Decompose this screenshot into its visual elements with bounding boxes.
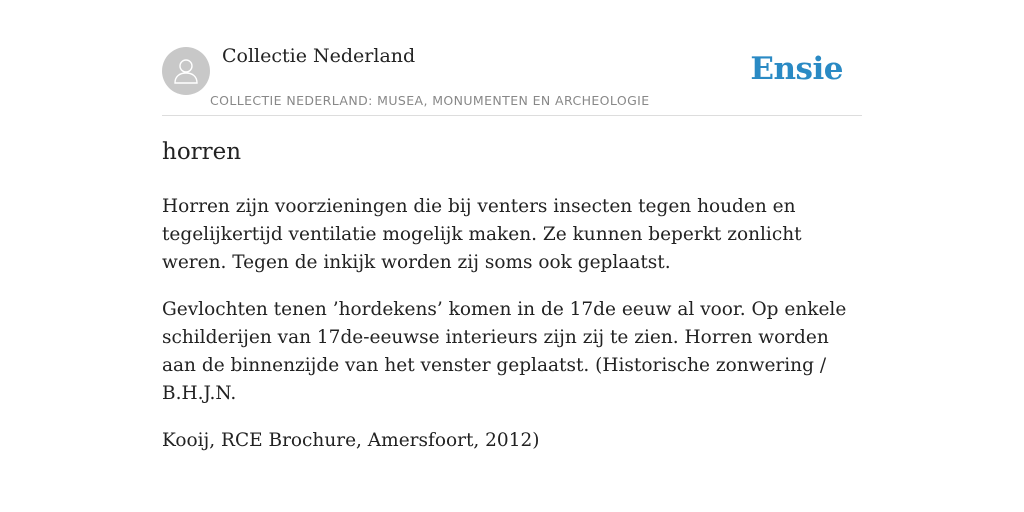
entry-header [162, 0, 862, 116]
entry-paragraph: Horren zijn voorzieningen die bij venters insecten tegen houden en tegelijkertijd ventilatie mogelijk maken. Ze kunnen beperkt zonlicht weren. Tegen de inkijk worden zij soms ook geplaatst. [162, 196, 802, 273]
source-label[interactable]: COLLECTIE NEDERLAND: MUSEA, MONUMENTEN EN ARCHEOLOGIE [210, 93, 650, 108]
entry-body [162, 193, 862, 474]
entry-container [162, 0, 862, 451]
author-name[interactable]: Collectie Nederland [222, 45, 416, 67]
ensie-logo[interactable]: Ensie [750, 51, 843, 87]
user-icon [171, 56, 201, 86]
entry-paragraph: Kooij, RCE Brochure, Amersfoort, 2012) [162, 430, 540, 451]
entry-title: horren [162, 139, 242, 165]
entry-paragraph: Gevlochten tenen ’hordekens’ komen in de 17de eeuw al voor. Op enkele schilderijen van 17de-eeuwse interieurs zijn zij te zien. Horren worden aan de binnenzijde van het venster geplaatst. (Historische zonwering / B.H.J.N. [162, 299, 847, 404]
avatar[interactable] [162, 47, 210, 95]
